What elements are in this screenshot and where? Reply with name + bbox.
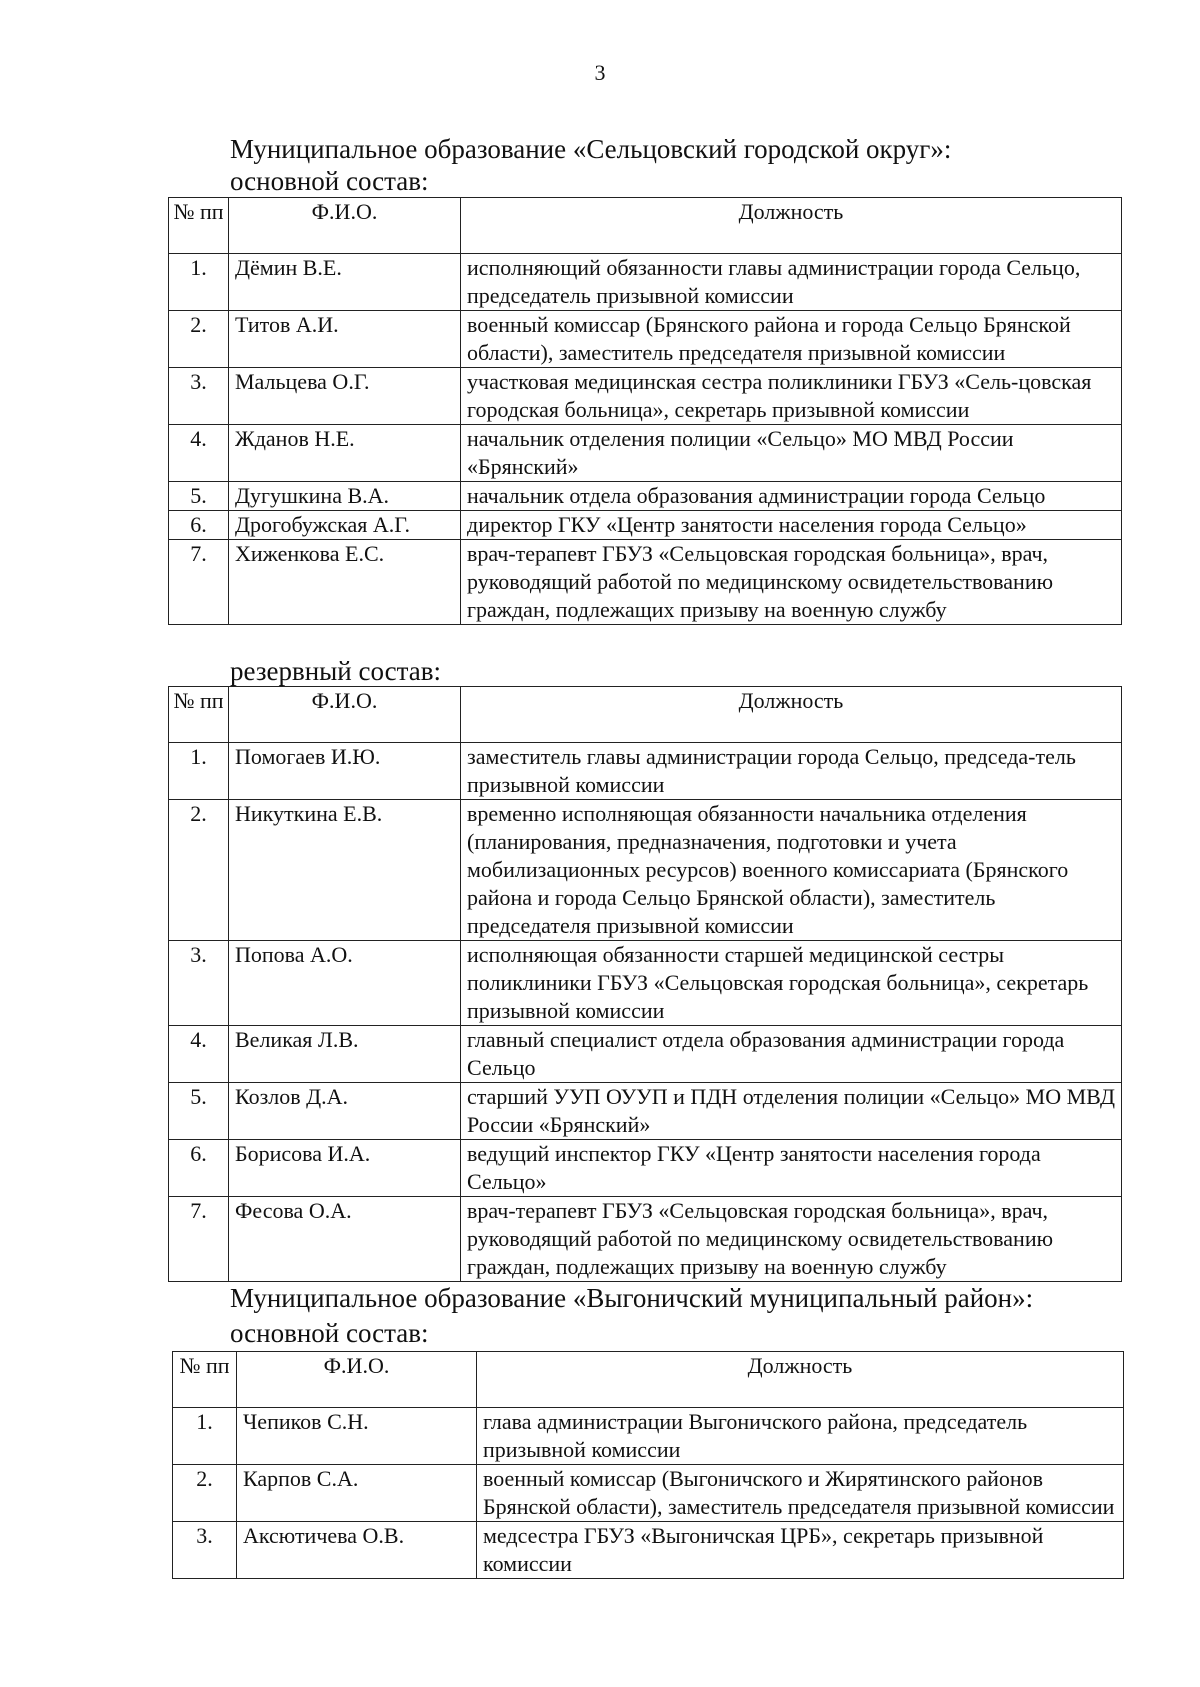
row-name: Жданов Н.Е. [229, 425, 461, 482]
table-row [169, 1083, 1122, 1140]
table-row [169, 425, 1122, 482]
group-label-main-vygonichi: основной состав: [230, 1318, 429, 1348]
section-title-seltso: Муниципальное образование «Сельцовский городской округ»: [230, 134, 952, 164]
table-header-row [173, 1352, 1124, 1408]
row-name: Дёмин В.Е. [229, 254, 461, 311]
header-num: № пп [173, 1352, 237, 1408]
row-position: заместитель главы администрации города Сельцо, председа-тель призывной комиссии [461, 743, 1122, 800]
row-position: временно исполняющая обязанности начальника отделения (планирования, предназначения, подготовки и учета мобилизационных ресурсов) военного комиссариата (Брянского района и города Сельцо Брянской области), заместитель председателя призывной комиссии [461, 800, 1122, 941]
row-num: 3. [173, 1522, 237, 1579]
header-name: Ф.И.О. [237, 1352, 477, 1408]
row-name: Никуткина Е.В. [229, 800, 461, 941]
table-row [169, 1026, 1122, 1083]
row-name: Хиженкова Е.С. [229, 540, 461, 625]
row-num: 4. [169, 425, 229, 482]
row-num: 6. [169, 511, 229, 540]
header-num: № пп [169, 687, 229, 743]
row-position: начальник отделения полиции «Сельцо» МО МВД России «Брянский» [461, 425, 1122, 482]
row-num: 4. [169, 1026, 229, 1083]
row-name: Карпов С.А. [237, 1465, 477, 1522]
row-num: 6. [169, 1140, 229, 1197]
group-label-main-seltso: основной состав: [230, 166, 429, 196]
row-name: Козлов Д.А. [229, 1083, 461, 1140]
table-header-row [169, 687, 1122, 743]
table-row [173, 1522, 1124, 1579]
row-position: исполняющий обязанности главы администрации города Сельцо, председатель призывной комиссии [461, 254, 1122, 311]
row-name: Дрогобужская А.Г. [229, 511, 461, 540]
row-position: начальник отдела образования администрации города Сельцо [461, 482, 1122, 511]
row-num: 2. [169, 800, 229, 941]
row-num: 5. [169, 482, 229, 511]
table-row [169, 1197, 1122, 1282]
row-name: Чепиков С.Н. [237, 1408, 477, 1465]
header-name: Ф.И.О. [229, 198, 461, 254]
row-position: главный специалист отдела образования администрации города Сельцо [461, 1026, 1122, 1083]
header-name: Ф.И.О. [229, 687, 461, 743]
table-header-row [169, 198, 1122, 254]
table-row [169, 254, 1122, 311]
row-position: медсестра ГБУЗ «Выгоничская ЦРБ», секретарь призывной комиссии [477, 1522, 1124, 1579]
row-name: Помогаев И.Ю. [229, 743, 461, 800]
row-num: 1. [169, 254, 229, 311]
row-num: 7. [169, 540, 229, 625]
row-name: Титов А.И. [229, 311, 461, 368]
table-row [169, 941, 1122, 1026]
table-row [173, 1408, 1124, 1465]
row-position: участковая медицинская сестра поликлиники ГБУЗ «Сель-цовская городская больница», секретарь призывной комиссии [461, 368, 1122, 425]
row-num: 2. [169, 311, 229, 368]
members-table-seltso-main [168, 197, 1122, 625]
members-table-vygonichi-main [172, 1351, 1124, 1579]
row-position: военный комиссар (Брянского района и города Сельцо Брянской области), заместитель председателя призывной комиссии [461, 311, 1122, 368]
row-position: старший УУП ОУУП и ПДН отделения полиции «Сельцо» МО МВД России «Брянский» [461, 1083, 1122, 1140]
header-num: № пп [169, 198, 229, 254]
row-name: Борисова И.А. [229, 1140, 461, 1197]
row-position: глава администрации Выгоничского района, председатель призывной комиссии [477, 1408, 1124, 1465]
table-row [169, 540, 1122, 625]
row-position: директор ГКУ «Центр занятости населения города Сельцо» [461, 511, 1122, 540]
table-row [169, 511, 1122, 540]
row-num: 7. [169, 1197, 229, 1282]
row-name: Фесова О.А. [229, 1197, 461, 1282]
section-title-vygonichi: Муниципальное образование «Выгоничский муниципальный район»: [230, 1283, 1034, 1313]
row-num: 3. [169, 941, 229, 1026]
row-num: 1. [173, 1408, 237, 1465]
row-num: 3. [169, 368, 229, 425]
row-num: 5. [169, 1083, 229, 1140]
row-name: Попова А.О. [229, 941, 461, 1026]
row-name: Великая Л.В. [229, 1026, 461, 1083]
row-num: 1. [169, 743, 229, 800]
table-row [169, 1140, 1122, 1197]
table-row [169, 368, 1122, 425]
row-position: врач-терапевт ГБУЗ «Сельцовская городская больница», врач, руководящий работой по медицинскому освидетельствованию граждан, подлежащих призыву на военную службу [461, 540, 1122, 625]
row-position: ведущий инспектор ГКУ «Центр занятости населения города Сельцо» [461, 1140, 1122, 1197]
page-number: 3 [594, 60, 606, 85]
group-label-reserve-seltso: резервный состав: [230, 656, 442, 686]
row-position: врач-терапевт ГБУЗ «Сельцовская городская больница», врач, руководящий работой по медицинскому освидетельствованию граждан, подлежащих призыву на военную службу [461, 1197, 1122, 1282]
row-name: Аксютичева О.В. [237, 1522, 477, 1579]
header-position: Должность [461, 687, 1122, 743]
table-row [169, 482, 1122, 511]
row-num: 2. [173, 1465, 237, 1522]
table-row [173, 1465, 1124, 1522]
row-position: военный комиссар (Выгоничского и Жирятинского районов Брянской области), заместитель председателя призывной комиссии [477, 1465, 1124, 1522]
row-position: исполняющая обязанности старшей медицинской сестры поликлиники ГБУЗ «Сельцовская городская больница», секретарь призывной комиссии [461, 941, 1122, 1026]
header-position: Должность [461, 198, 1122, 254]
table-row [169, 743, 1122, 800]
table-row [169, 311, 1122, 368]
members-table-seltso-reserve [168, 686, 1122, 1282]
row-name: Мальцева О.Г. [229, 368, 461, 425]
row-name: Дугушкина В.А. [229, 482, 461, 511]
table-row [169, 800, 1122, 941]
header-position: Должность [477, 1352, 1124, 1408]
